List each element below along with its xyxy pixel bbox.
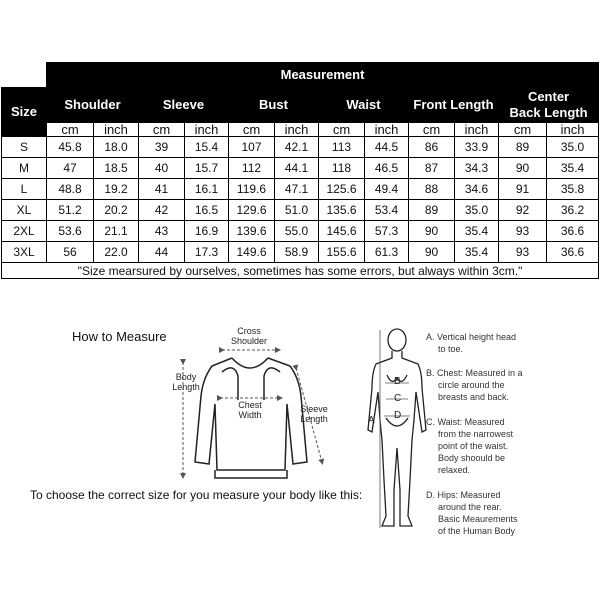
note-b-line1: B. Chest: Measured in a xyxy=(426,368,523,378)
value-cell: 35.0 xyxy=(455,200,499,221)
value-cell: 89 xyxy=(499,137,547,158)
value-cell: 125.6 xyxy=(319,179,365,200)
sleeve-length-line1: Sleeve xyxy=(300,404,328,414)
value-cell: 42 xyxy=(139,200,185,221)
note-c xyxy=(426,416,513,476)
note-c-line3: point of the waist. xyxy=(438,441,509,451)
unit-header-inch: inch xyxy=(547,123,599,137)
value-cell: 57.3 xyxy=(365,221,409,242)
value-cell: 35.4 xyxy=(547,158,599,179)
value-cell: 89 xyxy=(409,200,455,221)
cross-shoulder-label xyxy=(224,326,274,346)
value-cell: 49.4 xyxy=(365,179,409,200)
note-c-line1: C. Waist: Measured xyxy=(426,417,505,427)
size-header: Size xyxy=(2,88,47,137)
value-cell: 36.2 xyxy=(547,200,599,221)
sleeve-length-line2: Length xyxy=(300,414,328,424)
value-cell: 20.2 xyxy=(94,200,139,221)
size-cell: L xyxy=(2,179,47,200)
measure-instruction: To choose the correct size for you measure your body like this: xyxy=(30,488,363,502)
note-b xyxy=(426,367,523,403)
value-cell: 86 xyxy=(409,137,455,158)
value-cell: 18.0 xyxy=(94,137,139,158)
value-cell: 17.3 xyxy=(185,242,229,263)
body-length-line2: Length xyxy=(172,382,200,392)
value-cell: 35.4 xyxy=(455,242,499,263)
value-cell: 16.5 xyxy=(185,200,229,221)
value-cell: 18.5 xyxy=(94,158,139,179)
bust-header: Bust xyxy=(229,88,319,123)
note-b-line2: circle around the xyxy=(438,380,505,390)
value-cell: 53.4 xyxy=(365,200,409,221)
value-cell: 15.4 xyxy=(185,137,229,158)
note-c-line4: Body shoould be xyxy=(438,453,506,463)
value-cell: 34.3 xyxy=(455,158,499,179)
value-cell: 139.6 xyxy=(229,221,275,242)
measurement-header: Measurement xyxy=(47,63,599,88)
unit-header-inch: inch xyxy=(455,123,499,137)
value-cell: 155.6 xyxy=(319,242,365,263)
value-cell: 93 xyxy=(499,242,547,263)
figure-letter-b: B xyxy=(394,376,401,387)
value-cell: 53.6 xyxy=(47,221,94,242)
value-cell: 119.6 xyxy=(229,179,275,200)
unit-header-cm: cm xyxy=(319,123,365,137)
value-cell: 129.6 xyxy=(229,200,275,221)
note-c-line5: relaxed. xyxy=(438,465,471,475)
chest-width-line2: Width xyxy=(238,410,262,420)
value-cell: 56 xyxy=(47,242,94,263)
value-cell: 41 xyxy=(139,179,185,200)
value-cell: 112 xyxy=(229,158,275,179)
note-d-line3: Basic Meaurements xyxy=(438,514,518,524)
value-cell: 87 xyxy=(409,158,455,179)
note-b-line3: breasts and back. xyxy=(438,392,510,402)
value-cell: 19.2 xyxy=(94,179,139,200)
value-cell: 113 xyxy=(319,137,365,158)
value-cell: 45.8 xyxy=(47,137,94,158)
value-cell: 46.5 xyxy=(365,158,409,179)
cross-shoulder-line2: Shoulder xyxy=(230,336,268,346)
sleeve-header: Sleeve xyxy=(139,88,229,123)
value-cell: 107 xyxy=(229,137,275,158)
figure-letter-d: D xyxy=(394,410,402,421)
size-cell: S xyxy=(2,137,47,158)
value-cell: 22.0 xyxy=(94,242,139,263)
value-cell: 51.0 xyxy=(275,200,319,221)
chest-width-line1: Chest xyxy=(238,400,262,410)
value-cell: 90 xyxy=(499,158,547,179)
note-d-line4: of the Human Body xyxy=(438,526,516,536)
value-cell: 90 xyxy=(409,242,455,263)
value-cell: 43 xyxy=(139,221,185,242)
value-cell: 35.8 xyxy=(547,179,599,200)
value-cell: 51.2 xyxy=(47,200,94,221)
unit-header-inch: inch xyxy=(275,123,319,137)
value-cell: 88 xyxy=(409,179,455,200)
value-cell: 16.1 xyxy=(185,179,229,200)
value-cell: 36.6 xyxy=(547,221,599,242)
value-cell: 135.6 xyxy=(319,200,365,221)
value-cell: 90 xyxy=(409,221,455,242)
value-cell: 93 xyxy=(499,221,547,242)
unit-header-cm: cm xyxy=(139,123,185,137)
sleeve-length-label xyxy=(294,404,334,424)
value-cell: 44.5 xyxy=(365,137,409,158)
note-d xyxy=(426,489,518,537)
unit-header-cm: cm xyxy=(229,123,275,137)
unit-header-inch: inch xyxy=(365,123,409,137)
note-a xyxy=(426,331,516,355)
figure-letter-c: C xyxy=(394,393,402,404)
unit-header-inch: inch xyxy=(94,123,139,137)
size-cell: M xyxy=(2,158,47,179)
center-back-line1: Center xyxy=(527,89,570,104)
chest-width-label xyxy=(228,400,272,420)
value-cell: 44 xyxy=(139,242,185,263)
value-cell: 55.0 xyxy=(275,221,319,242)
unit-header-cm: cm xyxy=(409,123,455,137)
value-cell: 61.3 xyxy=(365,242,409,263)
size-cell: XL xyxy=(2,200,47,221)
body-length-label xyxy=(166,372,206,392)
value-cell: 42.1 xyxy=(275,137,319,158)
shoulder-header: Shoulder xyxy=(47,88,139,123)
value-cell: 58.9 xyxy=(275,242,319,263)
size-note: "Size mearsured by ourselves, sometimes has some errors, but always within 3cm." xyxy=(2,263,599,279)
value-cell: 118 xyxy=(319,158,365,179)
value-cell: 92 xyxy=(499,200,547,221)
value-cell: 48.8 xyxy=(47,179,94,200)
unit-header-cm: cm xyxy=(47,123,94,137)
size-cell: 3XL xyxy=(2,242,47,263)
value-cell: 47 xyxy=(47,158,94,179)
value-cell: 35.4 xyxy=(455,221,499,242)
value-cell: 33.9 xyxy=(455,137,499,158)
note-c-line2: from the narrowest xyxy=(438,429,514,439)
body-length-line1: Body xyxy=(175,372,197,382)
value-cell: 21.1 xyxy=(94,221,139,242)
center-back-line2: Back Length xyxy=(509,105,588,120)
body-figure-illustration xyxy=(368,329,426,526)
how-to-measure-title: How to Measure xyxy=(72,329,167,344)
unit-header-cm: cm xyxy=(499,123,547,137)
value-cell: 35.0 xyxy=(547,137,599,158)
note-d-line1: D. Hips: Measured xyxy=(426,490,501,500)
note-a-line2: to toe. xyxy=(438,344,464,354)
value-cell: 44.1 xyxy=(275,158,319,179)
value-cell: 16.9 xyxy=(185,221,229,242)
figure-letter-a: A xyxy=(368,415,375,426)
note-d-line2: around the rear. xyxy=(438,502,502,512)
unit-header-inch: inch xyxy=(185,123,229,137)
value-cell: 149.6 xyxy=(229,242,275,263)
value-cell: 34.6 xyxy=(455,179,499,200)
waist-header: Waist xyxy=(319,88,409,123)
value-cell: 145.6 xyxy=(319,221,365,242)
value-cell: 36.6 xyxy=(547,242,599,263)
value-cell: 39 xyxy=(139,137,185,158)
note-a-line1: A. Vertical height head xyxy=(426,332,517,342)
cross-shoulder-line1: Cross xyxy=(237,326,261,336)
value-cell: 47.1 xyxy=(275,179,319,200)
value-cell: 40 xyxy=(139,158,185,179)
size-cell: 2XL xyxy=(2,221,47,242)
value-cell: 15.7 xyxy=(185,158,229,179)
front-length-header: Front Length xyxy=(409,88,499,123)
value-cell: 91 xyxy=(499,179,547,200)
